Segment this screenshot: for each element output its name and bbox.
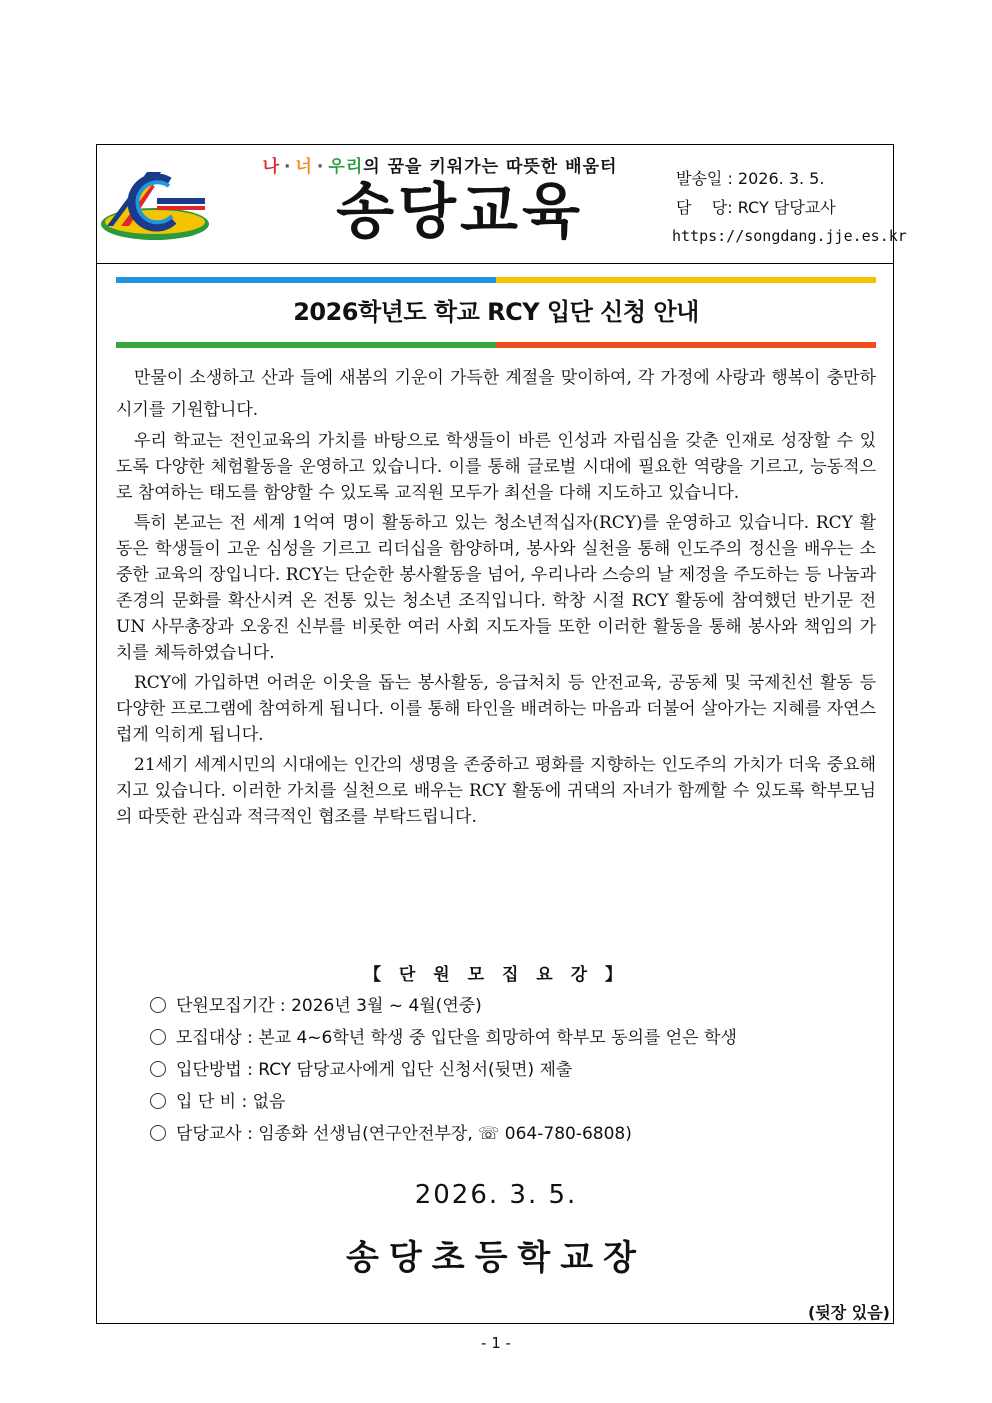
overleaf-note: (뒷장 있음)	[807, 1303, 890, 1322]
list-item: 입 단 비 : 없음	[150, 1086, 880, 1118]
recruitment-section-title: 【 단 원 모 집 요 강 】	[364, 965, 628, 985]
circle-bullet-icon	[150, 1029, 166, 1045]
paragraph: 우리 학교는 전인교육의 가치를 바탕으로 학생들이 바른 인성과 자립심을 갖춘 인재로 성장할 수 있도록 다양한 체험활동을 운영하고 있습니다. 이를 통해 글로벌 시대에 필요한 역량을 기르고, 능동적으로 참여하는 태도를 함양할 수 있도록 교직원 모두가 최선을 다해 지도하고 있습니다.	[116, 431, 876, 503]
page-number: - 1 -	[481, 1334, 511, 1352]
paragraph: 만물이 소생하고 산과 들에 새봄의 기운이 가득한 계절을 맞이하여, 각 가정에 사랑과 행복이 충만하시기를 기원합니다.	[116, 368, 876, 420]
recruitment-list	[150, 990, 880, 1150]
paragraph: 특히 본교는 전 세계 1억여 명이 활동하고 있는 청소년적십자(RCY)를 운영하고 있습니다. RCY 활동은 학생들이 고운 심성을 기르고 리더십을 함양하며, 봉사와 실천을 통해 인도주의 정신을 배우는 소중한 교육의 장입니다. RCY는 단순한 봉사활동을 넘어, 우리나라 스승의 날 제정을 주도하는 등 나눔과 존경의 문화를 확산시켜 온 전통 있는 청소년 조직입니다. 학창 시절 RCY 활동에 참여했던 반기문 전 UN 사무총장과 오웅진 신부를 비롯한 여러 사회 지도자들 또한 이러한 활동을 통해 봉사와 책임의 가치를 체득하였습니다.	[116, 513, 876, 663]
letter-body	[116, 362, 876, 834]
paragraph: RCY에 가입하면 어려운 이웃을 돕는 봉사활동, 응급처치 등 안전교육, 공동체 및 국제친선 활동 등 다양한 프로그램에 참여하게 됩니다. 이를 통해 타인을 배려하는 마음과 더불어 살아가는 지혜를 자연스럽게 익히게 됩니다.	[116, 673, 876, 745]
circle-bullet-icon	[150, 1093, 166, 1109]
send-date: 발송일 : 2026. 3. 5.	[676, 169, 825, 188]
document-title: 2026학년도 학교 RCY 입단 신청 안내	[293, 298, 699, 326]
title-top-bar	[116, 277, 876, 283]
title-bottom-bar	[116, 342, 876, 348]
closing-date: 2026. 3. 5.	[414, 1180, 578, 1210]
header-separator	[96, 263, 894, 264]
newsletter-title: 송당교육	[336, 177, 584, 247]
circle-bullet-icon	[150, 1125, 166, 1141]
circle-bullet-icon	[150, 1061, 166, 1077]
header-slogan: 나 · 너 · 우리의 꿈을 키워가는 따뜻한 배움터	[262, 157, 618, 177]
school-url[interactable]: https://songdang.jje.es.kr	[672, 227, 907, 245]
school-logo-icon	[99, 168, 211, 242]
paragraph: 21세기 세계시민의 시대에는 인간의 생명을 존중하고 평화를 지향하는 인도주의 가치가 더욱 중요해지고 있습니다. 이러한 가치를 실천으로 배우는 RCY 활동에 귀댁의 자녀가 함께할 수 있도록 학부모님의 따뜻한 관심과 적극적인 협조를 부탁드립니다.	[116, 755, 876, 827]
list-item: 단원모집기간 : 2026년 3월 ~ 4월(연중)	[150, 990, 880, 1022]
principal-signature: 송당초등학교장	[346, 1238, 646, 1278]
header-meta	[672, 164, 907, 251]
list-item: 모집대상 : 본교 4~6학년 학생 중 입단을 희망하여 학부모 동의를 얻은 학생	[150, 1022, 880, 1054]
circle-bullet-icon	[150, 997, 166, 1013]
contact-person: 담 당: RCY 담당교사	[676, 198, 836, 217]
list-item: 입단방법 : RCY 담당교사에게 입단 신청서(뒷면) 제출	[150, 1054, 880, 1086]
list-item: 담당교사 : 임종화 선생님(연구안전부장, ☏ 064-780-6808)	[150, 1118, 880, 1150]
